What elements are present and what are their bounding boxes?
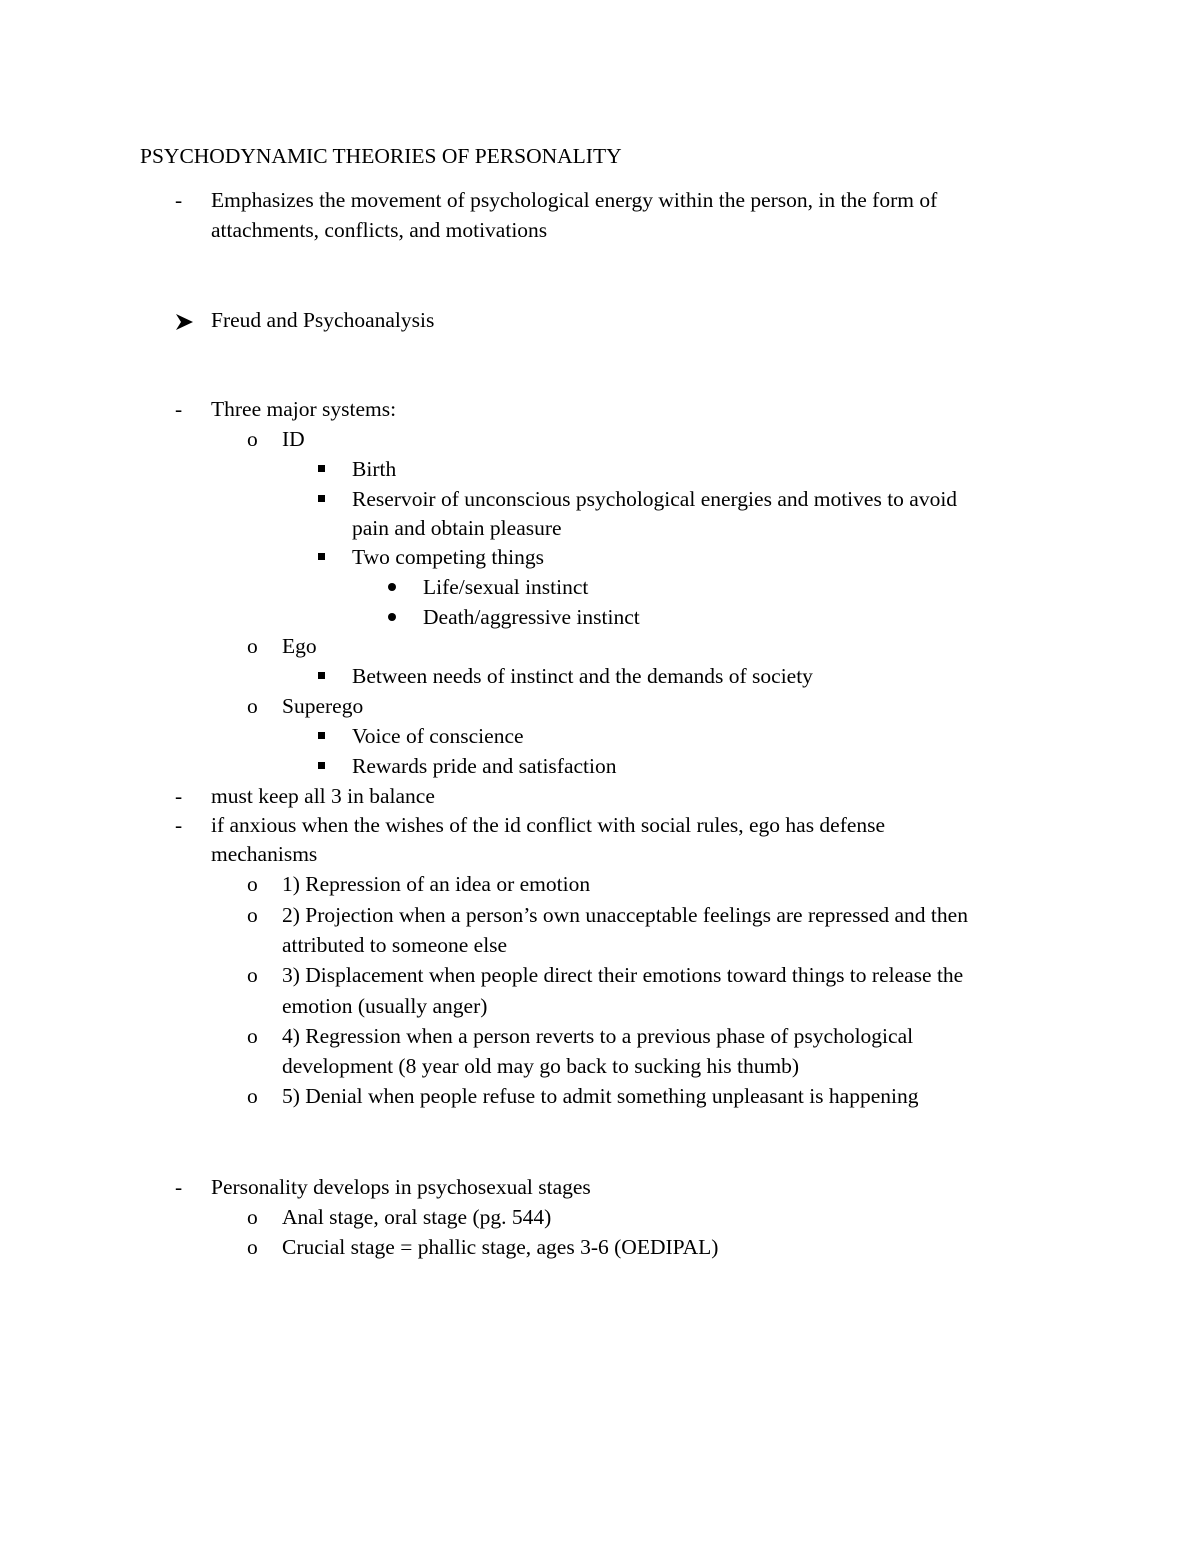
anxious-line2: mechanisms xyxy=(211,842,318,866)
anxious-line1: if anxious when the wishes of the id conflict with social rules, ego has defense xyxy=(211,813,886,837)
circle-bullet: o xyxy=(247,634,258,658)
square-bullet-icon xyxy=(318,553,325,560)
square-bullet-icon xyxy=(318,672,325,679)
document-title: PSYCHODYNAMIC THEORIES OF PERSONALITY xyxy=(140,144,622,168)
defense-regression-line2: development (8 year old may go back to sucking his thumb) xyxy=(282,1054,800,1078)
arrowhead-bullet-icon xyxy=(175,312,195,332)
id-reservoir-line1: Reservoir of unconscious psychological energies and motives to avoid xyxy=(352,487,958,511)
circle-bullet: o xyxy=(247,694,258,718)
id-life-instinct: Life/sexual instinct xyxy=(423,575,589,599)
superego-rewards: Rewards pride and satisfaction xyxy=(352,754,617,778)
id-competing: Two competing things xyxy=(352,545,544,569)
round-bullet-icon xyxy=(388,583,396,591)
defense-repression: 1) Repression of an idea or emotion xyxy=(282,872,591,896)
superego-voice: Voice of conscience xyxy=(352,724,524,748)
stages-intro: Personality develops in psychosexual stages xyxy=(211,1175,591,1199)
dash-bullet: - xyxy=(175,784,183,808)
circle-bullet: o xyxy=(247,1024,258,1048)
id-death-instinct: Death/aggressive instinct xyxy=(423,605,640,629)
intro-text-line2: attachments, conflicts, and motivations xyxy=(211,218,548,242)
circle-bullet: o xyxy=(247,872,258,896)
id-reservoir-line2: pain and obtain pleasure xyxy=(352,516,562,540)
square-bullet-icon xyxy=(318,465,325,472)
dash-bullet: - xyxy=(175,1175,183,1199)
stage-anal-oral: Anal stage, oral stage (pg. 544) xyxy=(282,1205,552,1229)
stage-crucial-phallic: Crucial stage = phallic stage, ages 3-6 (OEDIPAL) xyxy=(282,1235,719,1259)
circle-bullet: o xyxy=(247,903,258,927)
circle-bullet: o xyxy=(247,963,258,987)
superego-label: Superego xyxy=(282,694,364,718)
circle-bullet: o xyxy=(247,1084,258,1108)
square-bullet-icon xyxy=(318,732,325,739)
intro-text-line1: Emphasizes the movement of psychological energy within the person, in the form of xyxy=(211,188,938,212)
defense-displacement-line2: emotion (usually anger) xyxy=(282,994,488,1018)
ego-between: Between needs of instinct and the demands of society xyxy=(352,664,813,688)
round-bullet-icon xyxy=(388,613,396,621)
circle-bullet: o xyxy=(247,1205,258,1229)
systems-intro: Three major systems: xyxy=(211,397,397,421)
balance-text: must keep all 3 in balance xyxy=(211,784,435,808)
dash-bullet: - xyxy=(175,397,183,421)
id-label: ID xyxy=(282,427,305,451)
circle-bullet: o xyxy=(247,1235,258,1259)
defense-regression-line1: 4) Regression when a person reverts to a previous phase of psychological xyxy=(282,1024,914,1048)
defense-projection-line1: 2) Projection when a person’s own unacceptable feelings are repressed and then xyxy=(282,903,968,927)
defense-projection-line2: attributed to someone else xyxy=(282,933,508,957)
square-bullet-icon xyxy=(318,495,325,502)
defense-denial: 5) Denial when people refuse to admit something unpleasant is happening xyxy=(282,1084,919,1108)
circle-bullet: o xyxy=(247,427,258,451)
square-bullet-icon xyxy=(318,762,325,769)
freud-heading: Freud and Psychoanalysis xyxy=(211,308,435,332)
ego-label: Ego xyxy=(282,634,317,658)
dash-bullet: - xyxy=(175,188,183,212)
id-birth: Birth xyxy=(352,457,397,481)
defense-displacement-line1: 3) Displacement when people direct their emotions toward things to release the xyxy=(282,963,964,987)
dash-bullet: - xyxy=(175,813,183,837)
